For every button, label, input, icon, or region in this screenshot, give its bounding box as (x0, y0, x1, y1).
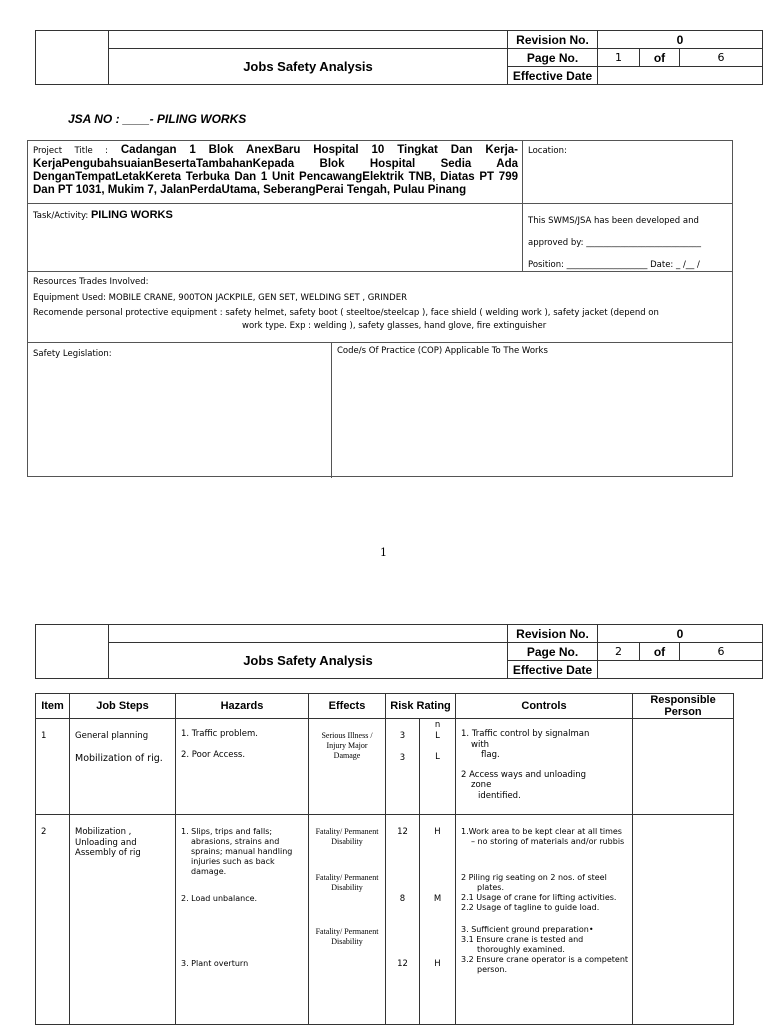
col-effects: Effects (309, 694, 386, 719)
divider (522, 141, 523, 271)
control-item: 3. Sufficient ground preparation• (461, 925, 594, 934)
col-job-steps: Job Steps (70, 694, 176, 719)
hazard-item: 1. Slips, trips and falls; abrasions, strains and sprains; manual handling injuries such as back damage. (181, 827, 293, 876)
effect-text: Serious Illness / Injury Major Damage (321, 731, 373, 760)
job-step-line: Mobilization of rig. (75, 752, 163, 764)
effective-date-label: Effective Date (508, 67, 598, 85)
control-item: 1.Work area to be kept clear at all times – no storing of materials and/or rubbis (461, 827, 625, 846)
page-of: of (640, 643, 680, 661)
header-blank-cell (109, 625, 508, 643)
col-hazards: Hazards (176, 694, 309, 719)
cop-label: Code/s Of Practice (COP) Applicable To The Works (337, 346, 548, 356)
hazard-item: 2. Poor Access. (181, 749, 246, 760)
header-logo-cell (36, 31, 109, 85)
item-number: 1 (36, 719, 70, 815)
project-title-label: Project Title : (33, 146, 108, 156)
control-item: 3.1 Ensure crane is tested and thoroughly examined. (461, 935, 584, 954)
risk-level-cell (420, 719, 456, 815)
hazard-item: 1. Traffic problem. (181, 729, 258, 739)
risk-level: L (435, 752, 440, 762)
task-activity (33, 209, 173, 221)
divider (28, 203, 732, 204)
task-label: Task/Activity: (33, 211, 89, 221)
revision-label: Revision No. (508, 31, 598, 49)
item-number: 2 (36, 815, 70, 1025)
risk-level: H (434, 827, 441, 837)
jsa-table (35, 693, 734, 1025)
job-step (70, 719, 176, 815)
page-number: 1 (380, 546, 387, 559)
controls-cell (456, 719, 633, 815)
hazard-item: 3. Plant overturn (181, 959, 249, 968)
hazards-cell (176, 719, 309, 815)
swms-approval-line: This SWMS/JSA has been developed and (528, 216, 699, 226)
responsible-cell (633, 719, 734, 815)
risk-level-cell (420, 815, 456, 1025)
project-title-text: Cadangan 1 Blok AnexBaru Hospital 10 Tingkat Dan Kerja-KerjaPengubahsuaianBesertaTambahanKepada Blok Hospital Sedia Ada DenganTempatLetakKereta Terbuka Dan 1 Unit PencawangElektrik TNB, Diatas PT 799 Dan PT 1031, Mukim 7, JalanPerdaUtama, SeberangPerai Tengah, Pulau Pinang (33, 144, 518, 196)
document-title: Jobs Safety Analysis (109, 49, 508, 85)
control-item: zone (471, 780, 492, 790)
equipment-used: Equipment Used: MOBILE CRANE, 900TON JACKPILE, GEN SET, WELDING SET , GRINDER (33, 293, 407, 303)
control-item: with (471, 739, 490, 750)
approved-by-line: approved by: ___________________________ (528, 238, 701, 248)
effect-text: Fatality/ Permanent Disability (315, 827, 379, 846)
effective-date-value (598, 661, 763, 679)
document-title: Jobs Safety Analysis (109, 643, 508, 679)
risk-level: M (433, 893, 442, 904)
page-total: 6 (680, 49, 763, 67)
control-item: 2.1 Usage of crane for lifting activities. (461, 893, 617, 902)
risk-score: 8 (399, 893, 406, 904)
control-item: identified. (478, 790, 521, 801)
col-item: Item (36, 694, 70, 719)
divider (28, 271, 732, 272)
effects-cell (309, 815, 386, 1025)
table-header-row (36, 694, 734, 719)
controls-cell (456, 815, 633, 1025)
header-logo-cell (36, 625, 109, 679)
effective-date-label: Effective Date (508, 661, 598, 679)
risk-score: 12 (397, 959, 408, 969)
table-row (36, 815, 734, 1025)
revision-value: 0 (598, 625, 763, 643)
effects-cell (309, 719, 386, 815)
location-label: Location: (528, 146, 567, 156)
revision-value: 0 (598, 31, 763, 49)
effect-text: Fatality/ Permanent Disability (315, 873, 379, 892)
header-box-page2 (35, 624, 763, 679)
control-item: 2.2 Usage of tagline to guide load. (461, 903, 600, 912)
resources-trades: Resources Trades Involved: (33, 277, 149, 287)
risk-level-stray-n: n (434, 720, 441, 730)
ppe-line-1: Recomende personal protective equipment : safety helmet, safety boot ( steeltoe/steelcap ), face shield ( welding work ), safety jacket (depend on (33, 308, 659, 318)
control-item: 1. Traffic control by signalman (461, 729, 590, 739)
ppe-line-2: work type. Exp : welding ), safety glasses, hand glove, fire extinguisher (242, 321, 547, 331)
control-item: flag. (481, 750, 500, 760)
control-item: 2 Piling rig seating on 2 nos. of steel plates. (461, 873, 607, 892)
col-controls: Controls (456, 694, 633, 719)
control-item: 3.2 Ensure crane operator is a competent person. (461, 955, 629, 974)
risk-level: L (435, 730, 440, 741)
hazard-item: 2. Load unbalance. (181, 894, 258, 903)
responsible-cell (633, 815, 734, 1025)
risk-score-cell (386, 719, 420, 815)
job-step-line: General planning (75, 731, 149, 741)
page-of: of (640, 49, 680, 67)
page-current: 1 (598, 49, 640, 67)
col-risk-rating: Risk Rating (386, 694, 456, 719)
header-blank-cell (109, 31, 508, 49)
page-current: 2 (598, 643, 640, 661)
control-item: 2 Access ways and unloading (461, 769, 587, 780)
job-step: Mobilization , Unloading and Assembly of rig (70, 815, 176, 1025)
safety-legislation-label: Safety Legislation: (33, 349, 112, 359)
project-info-block (27, 140, 733, 477)
jsa-number: JSA NO : ____- PILING WORKS (68, 112, 247, 126)
header-box-page1 (35, 30, 763, 85)
risk-score: 3 (399, 752, 406, 763)
project-title (33, 144, 518, 197)
effect-text: Fatality/ Permanent Disability (315, 927, 379, 946)
col-responsible: Responsible Person (633, 694, 734, 719)
hazards-cell (176, 815, 309, 1025)
page-total: 6 (680, 643, 763, 661)
page-label: Page No. (508, 643, 598, 661)
risk-score: 12 (397, 827, 408, 837)
revision-label: Revision No. (508, 625, 598, 643)
position-date-line: Position: ___________________ Date: _ /__ / (528, 260, 700, 270)
risk-score: 3 (399, 731, 406, 741)
effective-date-value (598, 67, 763, 85)
risk-level: H (434, 959, 441, 969)
risk-score-cell (386, 815, 420, 1025)
divider (28, 342, 732, 343)
table-row (36, 719, 734, 815)
page-label: Page No. (508, 49, 598, 67)
divider (331, 342, 332, 478)
task-value: PILING WORKS (90, 209, 173, 221)
